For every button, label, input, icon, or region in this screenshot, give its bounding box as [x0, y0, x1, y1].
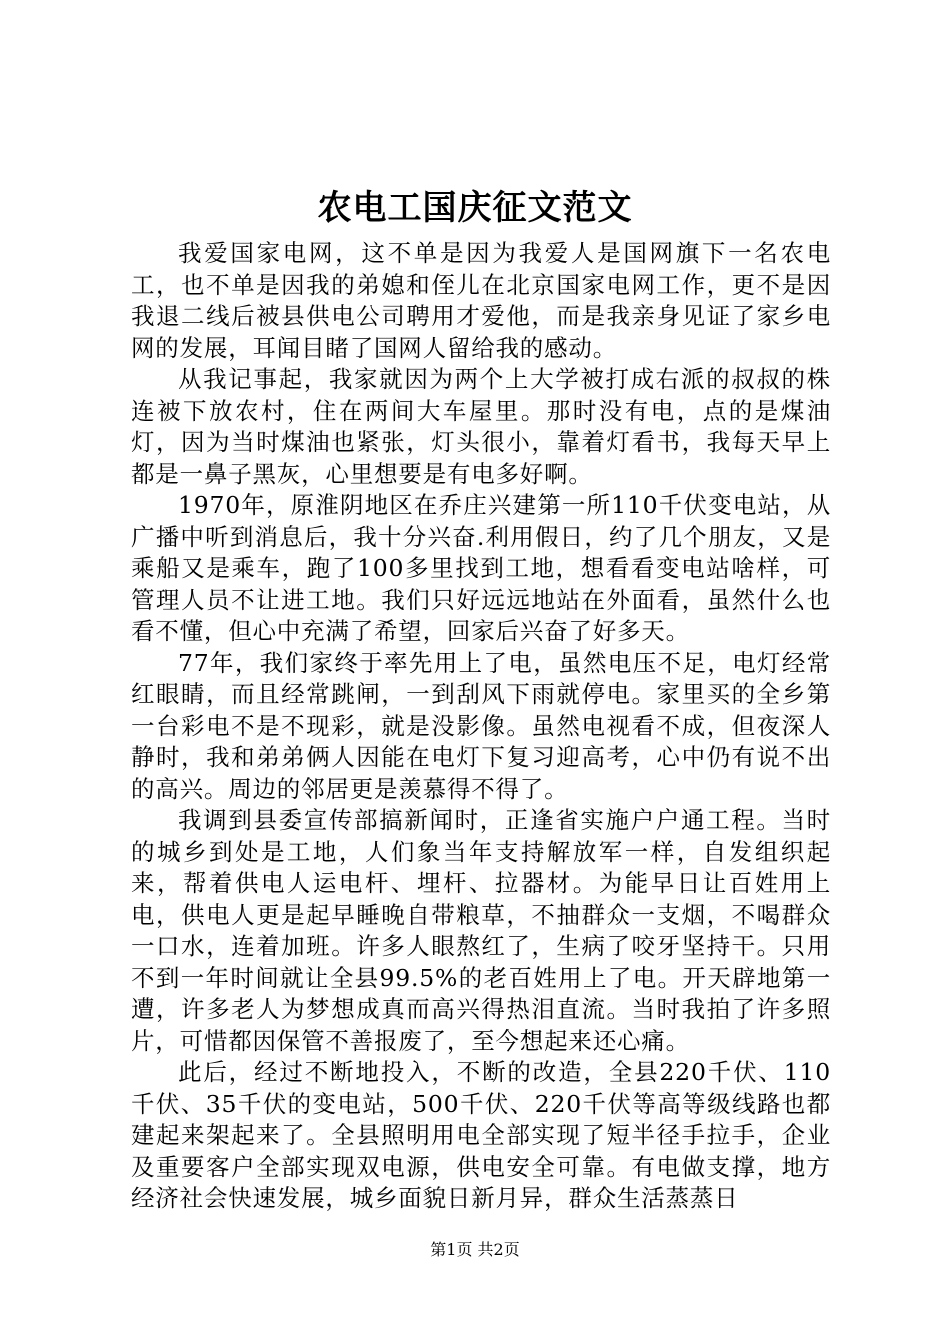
page-footer [0, 1240, 950, 1260]
paragraph-3: 1970年，原淮阴地区在乔庄兴建第一所110千伏变电站，从广播中听到消息后，我十分兴奋.利用假日，约了几个朋友，又是乘船又是乘车，跑了100多里找到工地，想看看变电站啥样，可管理人员不让进工地。我们只好远远地站在外面看，虽然什么也看不懂，但心中充满了希望，回家后兴奋了好多天。 [131, 491, 831, 645]
paragraph-5: 我调到县委宣传部搞新闻时，正逢省实施户户通工程。当时的城乡到处是工地，人们象当年支持解放军一样，自发组织起来，帮着供电人运电杆、埋杆、拉器材。为能早日让百姓用上电，供电人更是起早睡晚自带粮草，不抽群众一支烟，不喝群众一口水，连着加班。许多人眼熬红了，生病了咬牙坚持干。只用不到一年时间就让全县99.5%的老百姓用上了电。开天辟地第一遭，许多老人为梦想成真而高兴得热泪直流。当时我拍了许多照片，可惜都因保管不善报废了，至今想起来还心痛。 [131, 806, 831, 1055]
paragraph-4: 77年，我们家终于率先用上了电，虽然电压不足，电灯经常红眼睛，而且经常跳闸，一到刮风下雨就停电。家里买的全乡第一台彩电不是不现彩，就是没影像。虽然电视看不成，但夜深人静时，我和弟弟俩人因能在电灯下复习迎高考，心中仍有说不出的高兴。周边的邻居更是羡慕得不得了。 [131, 648, 831, 803]
paragraph-1: 我爱国家电网，这不单是因为我爱人是国网旗下一名农电工，也不单是因我的弟媳和侄儿在北京国家电网工作，更不是因我退二线后被县供电公司聘用才爱他，而是我亲身见证了家乡电网的发展，耳闻目睹了国网人留给我的感动。 [131, 239, 831, 362]
paragraph-6: 此后，经过不断地投入，不断的改造，全县220千伏、110千伏、35千伏的变电站，500千伏、220千伏等高等级线路也都建起来架起来了。全县照明用电全部实现了短半径手拉手，企业及重要客户全部实现双电源，供电安全可靠。有电做支撑，地方经济社会快速发展，城乡面貌日新月异，群众生活蒸蒸日 [131, 1058, 831, 1212]
document-body [131, 238, 831, 1215]
document-title: 农电工国庆征文范文 [317, 188, 633, 228]
paragraph-2: 从我记事起，我家就因为两个上大学被打成右派的叔叔的株连被下放农村，住在两间大车屋里。那时没有电，点的是煤油灯，因为当时煤油也紧张，灯头很小，靠着灯看书，我每天早上都是一鼻子黑灰，心里想要是有电多好啊。 [131, 365, 831, 488]
page-number: 第1页 共2页 [430, 1240, 520, 1259]
